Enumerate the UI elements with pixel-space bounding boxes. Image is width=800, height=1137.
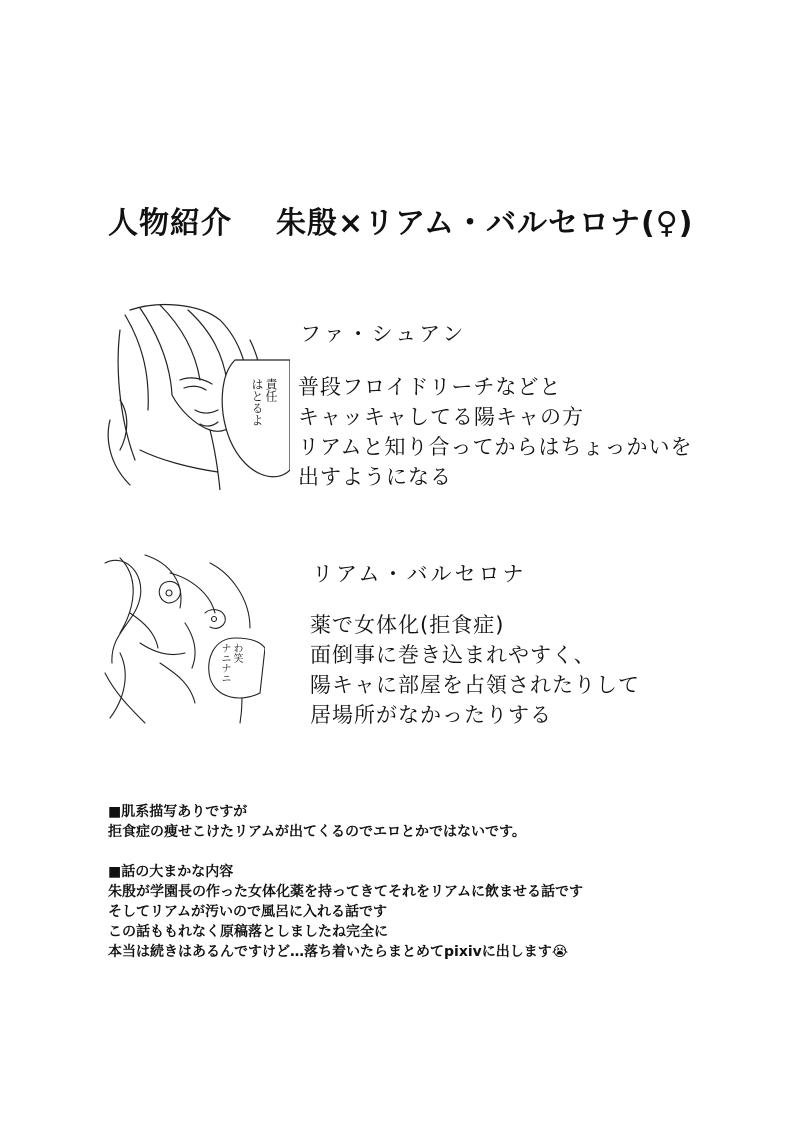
character-description-2 bbox=[310, 610, 640, 730]
character-sketch-1 bbox=[100, 300, 290, 490]
bubble-line-2b: 笑 bbox=[231, 653, 242, 663]
notes-line: そしてリアムが汚いので風呂に入れる話です bbox=[108, 904, 388, 920]
notes-line: 朱殷が学園長の作った女体化薬を持ってきてそれをリアムに飲ませる話です bbox=[108, 884, 584, 900]
notes-line: 本当は続きはあるんですけど…落ち着いたらまとめてpixivに出します😭 bbox=[108, 944, 569, 960]
notes-heading-2: ■話の大まかな内容 bbox=[108, 864, 234, 880]
description-line: キャッキャしてる陽キャの方 bbox=[298, 405, 584, 429]
description-line: 面倒事に巻き込まれやすく、 bbox=[310, 643, 596, 667]
character-name-1: ファ・シュアン bbox=[300, 322, 467, 346]
character-name-2: リアム・バルセロナ bbox=[312, 562, 527, 586]
description-line: 陽キャに部屋を占領されたりして bbox=[310, 673, 640, 697]
notes-section-1 bbox=[108, 802, 526, 842]
description-line: 薬で女体化(拒食症) bbox=[310, 613, 505, 637]
title-pairing: 朱殷×リアム・バルセロナ(♀) bbox=[276, 206, 694, 241]
description-line: 居場所がなかったりする bbox=[310, 703, 552, 727]
bubble-line-2c: ナニナニ bbox=[219, 643, 230, 683]
description-line: 出すようになる bbox=[298, 465, 452, 489]
bubble-text-2 bbox=[218, 643, 242, 683]
notes-heading-1: ■肌系描写ありですが bbox=[108, 804, 248, 820]
notes-line: 拒食症の痩せこけたリアムが出てくるのでエロとかではないです。 bbox=[108, 824, 526, 840]
title-main: 人物紹介 bbox=[108, 206, 232, 241]
bubble-line-1b: はとるよ bbox=[250, 378, 264, 426]
description-line: 普段フロイドリーチなどと bbox=[298, 375, 562, 399]
character-sketch-2 bbox=[100, 553, 265, 728]
bubble-line-1a: 責任 bbox=[264, 378, 278, 402]
bubble-line-2a: わ bbox=[231, 643, 242, 653]
character-description-1 bbox=[298, 372, 693, 492]
sketch-drawing-2 bbox=[100, 553, 265, 728]
notes-section-2 bbox=[108, 862, 583, 962]
notes-line: この話ももれなく原稿落としましたね完全に bbox=[108, 924, 388, 940]
description-line: リアムと知り合ってからはちょっかいを bbox=[298, 435, 693, 459]
page-title bbox=[108, 198, 693, 242]
bubble-text-1 bbox=[250, 378, 278, 426]
